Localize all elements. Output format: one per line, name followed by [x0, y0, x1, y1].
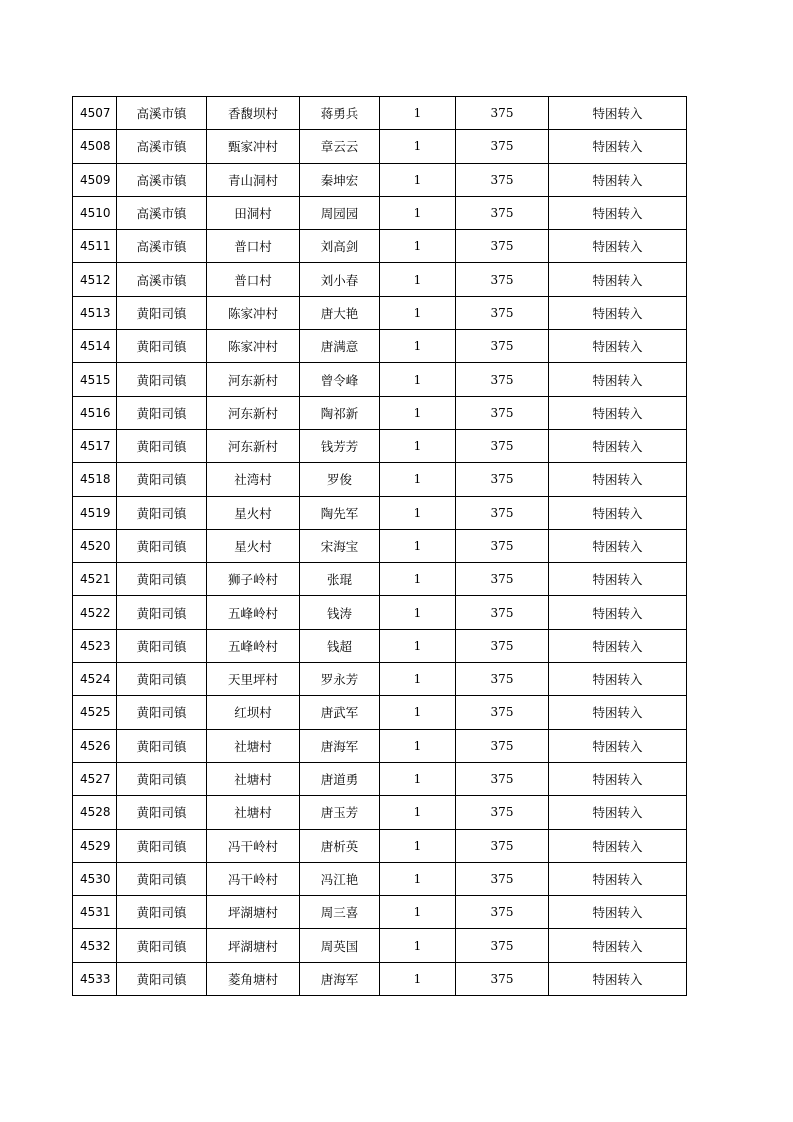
household-count-cell: 1: [380, 496, 456, 529]
person-name-cell: 周园园: [300, 196, 380, 229]
amount-cell: 375: [456, 196, 549, 229]
town-cell: 黄阳司镇: [117, 296, 207, 329]
amount-cell: 375: [456, 263, 549, 296]
household-count-cell: 1: [380, 663, 456, 696]
amount-cell: 375: [456, 563, 549, 596]
town-cell: 黄阳司镇: [117, 663, 207, 696]
town-cell: 黄阳司镇: [117, 829, 207, 862]
village-cell: 星火村: [207, 529, 300, 562]
person-name-cell: 唐玉芳: [300, 796, 380, 829]
person-name-cell: 周英国: [300, 929, 380, 962]
table-row: [73, 563, 687, 596]
town-cell: 黄阳司镇: [117, 396, 207, 429]
household-count-cell: 1: [380, 363, 456, 396]
household-count-cell: 1: [380, 696, 456, 729]
amount-cell: 375: [456, 463, 549, 496]
household-count-cell: 1: [380, 130, 456, 163]
table-row: [73, 796, 687, 829]
note-cell: 特困转入: [549, 929, 687, 962]
note-cell: 特困转入: [549, 429, 687, 462]
table-row: [73, 529, 687, 562]
household-count-cell: 1: [380, 796, 456, 829]
amount-cell: 375: [456, 629, 549, 662]
table-row: [73, 629, 687, 662]
table-row: [73, 762, 687, 795]
table-row: [73, 862, 687, 895]
amount-cell: 375: [456, 696, 549, 729]
household-count-cell: 1: [380, 762, 456, 795]
person-name-cell: 唐大艳: [300, 296, 380, 329]
amount-cell: 375: [456, 596, 549, 629]
household-count-cell: 1: [380, 596, 456, 629]
household-count-cell: 1: [380, 563, 456, 596]
village-cell: 河东新村: [207, 363, 300, 396]
town-cell: 黄阳司镇: [117, 463, 207, 496]
amount-cell: 375: [456, 163, 549, 196]
serial-number-cell: 4531: [73, 896, 117, 929]
household-count-cell: 1: [380, 929, 456, 962]
table-row: [73, 596, 687, 629]
table-row: [73, 896, 687, 929]
table-row: [73, 130, 687, 163]
person-name-cell: 刘高剑: [300, 230, 380, 263]
village-cell: 陈家冲村: [207, 296, 300, 329]
serial-number-cell: 4529: [73, 829, 117, 862]
table-row: [73, 363, 687, 396]
serial-number-cell: 4512: [73, 263, 117, 296]
town-cell: 黄阳司镇: [117, 563, 207, 596]
note-cell: 特困转入: [549, 896, 687, 929]
person-name-cell: 唐海军: [300, 962, 380, 995]
table-row: [73, 396, 687, 429]
amount-cell: 375: [456, 97, 549, 130]
serial-number-cell: 4507: [73, 97, 117, 130]
town-cell: 高溪市镇: [117, 230, 207, 263]
town-cell: 黄阳司镇: [117, 529, 207, 562]
town-cell: 黄阳司镇: [117, 896, 207, 929]
serial-number-cell: 4524: [73, 663, 117, 696]
note-cell: 特困转入: [549, 196, 687, 229]
note-cell: 特困转入: [549, 97, 687, 130]
note-cell: 特困转入: [549, 663, 687, 696]
person-name-cell: 唐满意: [300, 330, 380, 363]
village-cell: 青山洞村: [207, 163, 300, 196]
note-cell: 特困转入: [549, 862, 687, 895]
amount-cell: 375: [456, 230, 549, 263]
note-cell: 特困转入: [549, 596, 687, 629]
village-cell: 坪湖塘村: [207, 896, 300, 929]
town-cell: 黄阳司镇: [117, 962, 207, 995]
note-cell: 特困转入: [549, 130, 687, 163]
amount-cell: 375: [456, 862, 549, 895]
town-cell: 高溪市镇: [117, 263, 207, 296]
serial-number-cell: 4525: [73, 696, 117, 729]
town-cell: 高溪市镇: [117, 196, 207, 229]
serial-number-cell: 4510: [73, 196, 117, 229]
amount-cell: 375: [456, 330, 549, 363]
household-count-cell: 1: [380, 230, 456, 263]
household-count-cell: 1: [380, 263, 456, 296]
village-cell: 香馥坝村: [207, 97, 300, 130]
household-count-cell: 1: [380, 529, 456, 562]
person-name-cell: 宋海宝: [300, 529, 380, 562]
serial-number-cell: 4526: [73, 729, 117, 762]
serial-number-cell: 4528: [73, 796, 117, 829]
village-cell: 普口村: [207, 263, 300, 296]
amount-cell: 375: [456, 296, 549, 329]
person-name-cell: 唐道勇: [300, 762, 380, 795]
household-count-cell: 1: [380, 97, 456, 130]
amount-cell: 375: [456, 429, 549, 462]
person-name-cell: 钱芳芳: [300, 429, 380, 462]
town-cell: 高溪市镇: [117, 97, 207, 130]
village-cell: 冯干岭村: [207, 829, 300, 862]
note-cell: 特困转入: [549, 396, 687, 429]
note-cell: 特困转入: [549, 629, 687, 662]
town-cell: 黄阳司镇: [117, 729, 207, 762]
records-table: [72, 96, 687, 996]
amount-cell: 375: [456, 396, 549, 429]
serial-number-cell: 4533: [73, 962, 117, 995]
note-cell: 特困转入: [549, 363, 687, 396]
household-count-cell: 1: [380, 296, 456, 329]
household-count-cell: 1: [380, 862, 456, 895]
village-cell: 社塘村: [207, 796, 300, 829]
village-cell: 菱角塘村: [207, 962, 300, 995]
amount-cell: 375: [456, 962, 549, 995]
village-cell: 星火村: [207, 496, 300, 529]
town-cell: 黄阳司镇: [117, 762, 207, 795]
note-cell: 特困转入: [549, 230, 687, 263]
amount-cell: 375: [456, 496, 549, 529]
serial-number-cell: 4508: [73, 130, 117, 163]
note-cell: 特困转入: [549, 330, 687, 363]
household-count-cell: 1: [380, 829, 456, 862]
household-count-cell: 1: [380, 962, 456, 995]
serial-number-cell: 4523: [73, 629, 117, 662]
person-name-cell: 陶祁新: [300, 396, 380, 429]
serial-number-cell: 4516: [73, 396, 117, 429]
town-cell: 黄阳司镇: [117, 496, 207, 529]
person-name-cell: 冯江艳: [300, 862, 380, 895]
household-count-cell: 1: [380, 163, 456, 196]
serial-number-cell: 4532: [73, 929, 117, 962]
village-cell: 冯干岭村: [207, 862, 300, 895]
serial-number-cell: 4517: [73, 429, 117, 462]
household-count-cell: 1: [380, 429, 456, 462]
table-row: [73, 196, 687, 229]
serial-number-cell: 4515: [73, 363, 117, 396]
amount-cell: 375: [456, 663, 549, 696]
amount-cell: 375: [456, 130, 549, 163]
village-cell: 天里坪村: [207, 663, 300, 696]
amount-cell: 375: [456, 829, 549, 862]
note-cell: 特困转入: [549, 163, 687, 196]
household-count-cell: 1: [380, 396, 456, 429]
table-row: [73, 696, 687, 729]
person-name-cell: 唐海军: [300, 729, 380, 762]
serial-number-cell: 4520: [73, 529, 117, 562]
amount-cell: 375: [456, 529, 549, 562]
person-name-cell: 罗俊: [300, 463, 380, 496]
household-count-cell: 1: [380, 196, 456, 229]
household-count-cell: 1: [380, 330, 456, 363]
table-row: [73, 829, 687, 862]
town-cell: 黄阳司镇: [117, 629, 207, 662]
note-cell: 特困转入: [549, 729, 687, 762]
person-name-cell: 刘小春: [300, 263, 380, 296]
village-cell: 甄家冲村: [207, 130, 300, 163]
town-cell: 黄阳司镇: [117, 862, 207, 895]
village-cell: 社湾村: [207, 463, 300, 496]
village-cell: 狮子岭村: [207, 563, 300, 596]
note-cell: 特困转入: [549, 463, 687, 496]
table-row: [73, 496, 687, 529]
person-name-cell: 秦坤宏: [300, 163, 380, 196]
serial-number-cell: 4521: [73, 563, 117, 596]
village-cell: 五峰岭村: [207, 596, 300, 629]
table-row: [73, 729, 687, 762]
town-cell: 黄阳司镇: [117, 596, 207, 629]
household-count-cell: 1: [380, 729, 456, 762]
household-count-cell: 1: [380, 463, 456, 496]
table-row: [73, 330, 687, 363]
note-cell: 特困转入: [549, 296, 687, 329]
serial-number-cell: 4527: [73, 762, 117, 795]
town-cell: 高溪市镇: [117, 130, 207, 163]
person-name-cell: 张琨: [300, 563, 380, 596]
serial-number-cell: 4530: [73, 862, 117, 895]
table-row: [73, 97, 687, 130]
village-cell: 田洞村: [207, 196, 300, 229]
table-row: [73, 429, 687, 462]
person-name-cell: 罗永芳: [300, 663, 380, 696]
person-name-cell: 章云云: [300, 130, 380, 163]
village-cell: 陈家冲村: [207, 330, 300, 363]
village-cell: 社塘村: [207, 762, 300, 795]
table-row: [73, 263, 687, 296]
person-name-cell: 陶先军: [300, 496, 380, 529]
note-cell: 特困转入: [549, 962, 687, 995]
note-cell: 特困转入: [549, 696, 687, 729]
village-cell: 红坝村: [207, 696, 300, 729]
table-row: [73, 962, 687, 995]
person-name-cell: 唐析英: [300, 829, 380, 862]
amount-cell: 375: [456, 729, 549, 762]
note-cell: 特困转入: [549, 762, 687, 795]
town-cell: 黄阳司镇: [117, 363, 207, 396]
town-cell: 黄阳司镇: [117, 330, 207, 363]
village-cell: 五峰岭村: [207, 629, 300, 662]
serial-number-cell: 4509: [73, 163, 117, 196]
village-cell: 社塘村: [207, 729, 300, 762]
village-cell: 坪湖塘村: [207, 929, 300, 962]
serial-number-cell: 4513: [73, 296, 117, 329]
town-cell: 高溪市镇: [117, 163, 207, 196]
table-row: [73, 296, 687, 329]
note-cell: 特困转入: [549, 529, 687, 562]
town-cell: 黄阳司镇: [117, 929, 207, 962]
town-cell: 黄阳司镇: [117, 696, 207, 729]
serial-number-cell: 4514: [73, 330, 117, 363]
table-row: [73, 163, 687, 196]
table-row: [73, 230, 687, 263]
person-name-cell: 蒋勇兵: [300, 97, 380, 130]
amount-cell: 375: [456, 762, 549, 795]
person-name-cell: 唐武军: [300, 696, 380, 729]
table-row: [73, 663, 687, 696]
serial-number-cell: 4518: [73, 463, 117, 496]
serial-number-cell: 4522: [73, 596, 117, 629]
note-cell: 特困转入: [549, 496, 687, 529]
person-name-cell: 钱涛: [300, 596, 380, 629]
note-cell: 特困转入: [549, 796, 687, 829]
household-count-cell: 1: [380, 629, 456, 662]
amount-cell: 375: [456, 363, 549, 396]
serial-number-cell: 4511: [73, 230, 117, 263]
person-name-cell: 钱超: [300, 629, 380, 662]
amount-cell: 375: [456, 896, 549, 929]
person-name-cell: 曾令峰: [300, 363, 380, 396]
village-cell: 普口村: [207, 230, 300, 263]
serial-number-cell: 4519: [73, 496, 117, 529]
village-cell: 河东新村: [207, 429, 300, 462]
village-cell: 河东新村: [207, 396, 300, 429]
amount-cell: 375: [456, 929, 549, 962]
table-row: [73, 929, 687, 962]
amount-cell: 375: [456, 796, 549, 829]
note-cell: 特困转入: [549, 829, 687, 862]
person-name-cell: 周三喜: [300, 896, 380, 929]
household-count-cell: 1: [380, 896, 456, 929]
town-cell: 黄阳司镇: [117, 429, 207, 462]
note-cell: 特困转入: [549, 263, 687, 296]
table-body: [73, 97, 687, 996]
note-cell: 特困转入: [549, 563, 687, 596]
town-cell: 黄阳司镇: [117, 796, 207, 829]
table-row: [73, 463, 687, 496]
